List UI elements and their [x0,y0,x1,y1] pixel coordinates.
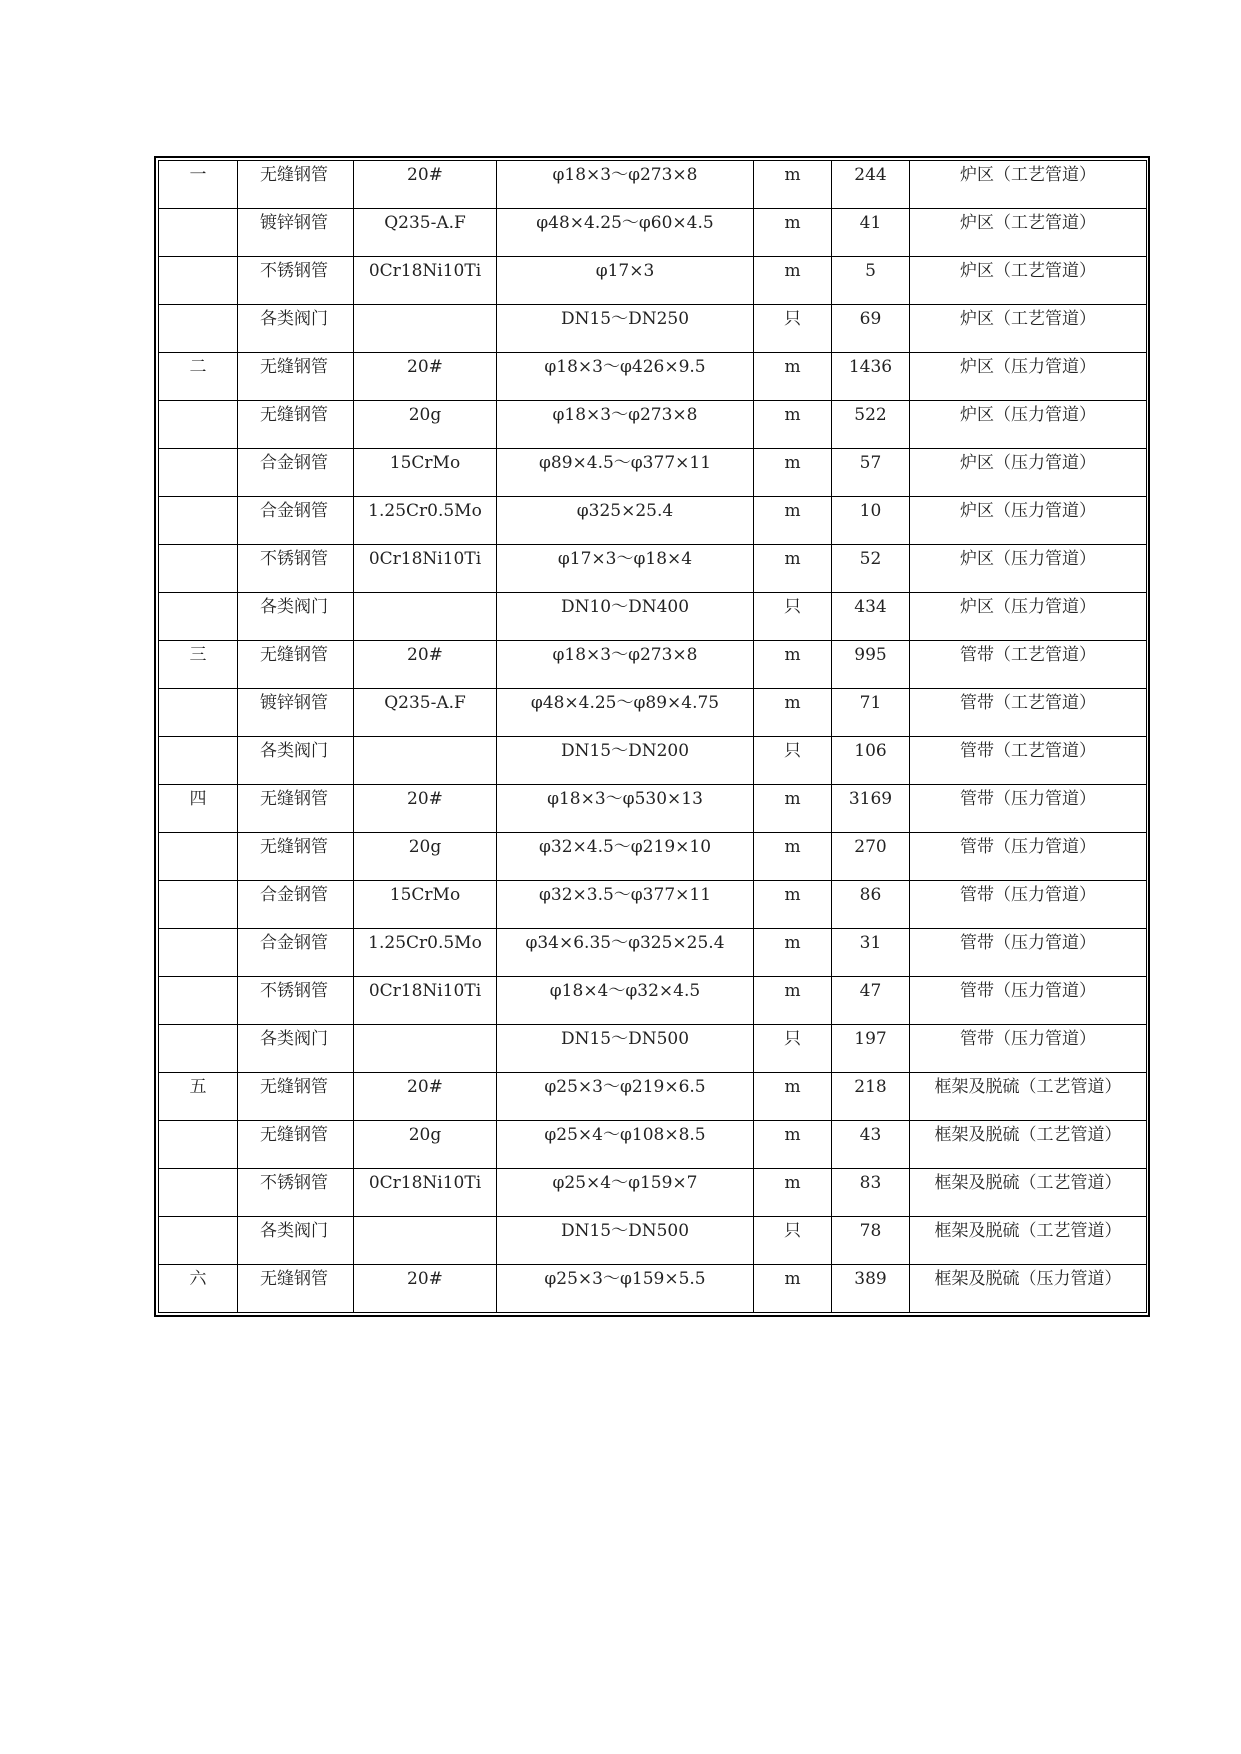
location-cell: 炉区（工艺管道） [910,257,1147,305]
unit-cell: m [754,881,832,929]
item-name-cell: 不锈钢管 [238,977,354,1025]
location-cell: 管带（压力管道） [910,929,1147,977]
table-row [159,929,1147,977]
quantity-cell: 995 [832,641,910,689]
seq-cell [159,209,238,257]
quantity-cell: 1436 [832,353,910,401]
material-cell: Q235-A.F [354,689,497,737]
table-row [159,1265,1147,1313]
location-cell: 炉区（工艺管道） [910,161,1147,209]
material-cell [354,593,497,641]
materials-table [158,160,1147,1313]
material-cell [354,1025,497,1073]
spec-cell: φ89×4.5～φ377×11 [497,449,754,497]
location-cell: 炉区（压力管道） [910,497,1147,545]
seq-cell [159,929,238,977]
item-name-cell: 无缝钢管 [238,161,354,209]
quantity-cell: 71 [832,689,910,737]
location-cell: 管带（压力管道） [910,977,1147,1025]
material-cell: 1.25Cr0.5Mo [354,929,497,977]
location-cell: 框架及脱硫（工艺管道） [910,1073,1147,1121]
location-cell: 炉区（工艺管道） [910,209,1147,257]
spec-cell: φ325×25.4 [497,497,754,545]
spec-cell: φ18×3～φ273×8 [497,161,754,209]
material-cell: 15CrMo [354,881,497,929]
table-row [159,401,1147,449]
seq-cell [159,977,238,1025]
material-cell [354,305,497,353]
seq-cell [159,881,238,929]
quantity-cell: 52 [832,545,910,593]
spec-cell: φ34×6.35～φ325×25.4 [497,929,754,977]
quantity-cell: 57 [832,449,910,497]
table-row [159,1217,1147,1265]
unit-cell: m [754,833,832,881]
item-name-cell: 无缝钢管 [238,833,354,881]
location-cell: 炉区（工艺管道） [910,305,1147,353]
spec-cell: φ18×3～φ530×13 [497,785,754,833]
location-cell: 框架及脱硫（工艺管道） [910,1169,1147,1217]
item-name-cell: 合金钢管 [238,929,354,977]
quantity-cell: 244 [832,161,910,209]
item-name-cell: 各类阀门 [238,1217,354,1265]
quantity-cell: 389 [832,1265,910,1313]
seq-cell [159,305,238,353]
material-cell: 20# [354,641,497,689]
spec-cell: φ32×4.5～φ219×10 [497,833,754,881]
unit-cell: m [754,977,832,1025]
location-cell: 管带（压力管道） [910,833,1147,881]
table-row [159,449,1147,497]
quantity-cell: 43 [832,1121,910,1169]
spec-cell: φ25×3～φ219×6.5 [497,1073,754,1121]
spec-cell: φ25×4～φ108×8.5 [497,1121,754,1169]
materials-table-body [159,161,1147,1313]
table-row [159,257,1147,305]
spec-cell: DN15～DN250 [497,305,754,353]
table-row [159,209,1147,257]
material-cell: Q235-A.F [354,209,497,257]
spec-cell: φ18×3～φ426×9.5 [497,353,754,401]
material-cell: 0Cr18Ni10Ti [354,977,497,1025]
item-name-cell: 合金钢管 [238,881,354,929]
seq-cell: 六 [159,1265,238,1313]
unit-cell: m [754,209,832,257]
table-row [159,545,1147,593]
unit-cell: m [754,401,832,449]
unit-cell: m [754,545,832,593]
seq-cell [159,497,238,545]
spec-cell: DN15～DN500 [497,1025,754,1073]
unit-cell: m [754,929,832,977]
seq-cell [159,833,238,881]
quantity-cell: 270 [832,833,910,881]
table-row [159,1073,1147,1121]
unit-cell: m [754,353,832,401]
unit-cell: m [754,449,832,497]
seq-cell: 一 [159,161,238,209]
quantity-cell: 218 [832,1073,910,1121]
material-cell [354,1217,497,1265]
table-row [159,977,1147,1025]
unit-cell: m [754,497,832,545]
material-cell: 20# [354,1265,497,1313]
spec-cell: DN15～DN500 [497,1217,754,1265]
quantity-cell: 31 [832,929,910,977]
location-cell: 炉区（压力管道） [910,449,1147,497]
material-cell: 15CrMo [354,449,497,497]
unit-cell: m [754,1265,832,1313]
material-cell: 0Cr18Ni10Ti [354,545,497,593]
spec-cell: φ25×3～φ159×5.5 [497,1265,754,1313]
seq-cell [159,1025,238,1073]
material-cell: 20# [354,1073,497,1121]
quantity-cell: 5 [832,257,910,305]
table-row [159,1121,1147,1169]
material-cell: 20# [354,161,497,209]
table-row [159,353,1147,401]
material-cell: 20g [354,401,497,449]
spec-cell: DN10～DN400 [497,593,754,641]
spec-cell: DN15～DN200 [497,737,754,785]
table-row [159,305,1147,353]
material-cell: 1.25Cr0.5Mo [354,497,497,545]
table-row [159,785,1147,833]
unit-cell: 只 [754,1025,832,1073]
unit-cell: 只 [754,1217,832,1265]
item-name-cell: 镀锌钢管 [238,209,354,257]
seq-cell [159,593,238,641]
location-cell: 框架及脱硫（工艺管道） [910,1217,1147,1265]
unit-cell: 只 [754,593,832,641]
unit-cell: m [754,1121,832,1169]
materials-table-frame [154,156,1150,1317]
location-cell: 框架及脱硫（压力管道） [910,1265,1147,1313]
seq-cell [159,1121,238,1169]
spec-cell: φ18×3～φ273×8 [497,641,754,689]
seq-cell [159,1217,238,1265]
table-row [159,689,1147,737]
item-name-cell: 各类阀门 [238,737,354,785]
table-row [159,497,1147,545]
seq-cell: 三 [159,641,238,689]
quantity-cell: 434 [832,593,910,641]
location-cell: 管带（工艺管道） [910,737,1147,785]
quantity-cell: 197 [832,1025,910,1073]
material-cell: 0Cr18Ni10Ti [354,257,497,305]
unit-cell: m [754,641,832,689]
table-row [159,881,1147,929]
item-name-cell: 无缝钢管 [238,1265,354,1313]
seq-cell: 五 [159,1073,238,1121]
spec-cell: φ48×4.25～φ60×4.5 [497,209,754,257]
item-name-cell: 不锈钢管 [238,257,354,305]
unit-cell: m [754,785,832,833]
item-name-cell: 不锈钢管 [238,545,354,593]
unit-cell: m [754,689,832,737]
item-name-cell: 合金钢管 [238,449,354,497]
location-cell: 管带（压力管道） [910,881,1147,929]
material-cell [354,737,497,785]
quantity-cell: 69 [832,305,910,353]
seq-cell [159,545,238,593]
seq-cell [159,401,238,449]
spec-cell: φ18×4～φ32×4.5 [497,977,754,1025]
unit-cell: 只 [754,737,832,785]
item-name-cell: 无缝钢管 [238,353,354,401]
item-name-cell: 镀锌钢管 [238,689,354,737]
table-row [159,833,1147,881]
quantity-cell: 41 [832,209,910,257]
item-name-cell: 无缝钢管 [238,785,354,833]
seq-cell [159,449,238,497]
unit-cell: 只 [754,305,832,353]
item-name-cell: 不锈钢管 [238,1169,354,1217]
location-cell: 管带（压力管道） [910,785,1147,833]
seq-cell: 四 [159,785,238,833]
seq-cell [159,737,238,785]
material-cell: 20# [354,785,497,833]
table-row [159,161,1147,209]
location-cell: 炉区（压力管道） [910,593,1147,641]
location-cell: 炉区（压力管道） [910,353,1147,401]
location-cell: 框架及脱硫（工艺管道） [910,1121,1147,1169]
quantity-cell: 3169 [832,785,910,833]
quantity-cell: 10 [832,497,910,545]
spec-cell: φ48×4.25～φ89×4.75 [497,689,754,737]
spec-cell: φ17×3 [497,257,754,305]
location-cell: 炉区（压力管道） [910,401,1147,449]
table-row [159,641,1147,689]
table-row [159,737,1147,785]
material-cell: 0Cr18Ni10Ti [354,1169,497,1217]
quantity-cell: 47 [832,977,910,1025]
unit-cell: m [754,1169,832,1217]
item-name-cell: 无缝钢管 [238,401,354,449]
unit-cell: m [754,161,832,209]
unit-cell: m [754,1073,832,1121]
location-cell: 炉区（压力管道） [910,545,1147,593]
location-cell: 管带（工艺管道） [910,641,1147,689]
spec-cell: φ25×4～φ159×7 [497,1169,754,1217]
quantity-cell: 83 [832,1169,910,1217]
material-cell: 20g [354,833,497,881]
seq-cell [159,257,238,305]
table-row [159,593,1147,641]
material-cell: 20# [354,353,497,401]
item-name-cell: 无缝钢管 [238,641,354,689]
item-name-cell: 各类阀门 [238,305,354,353]
item-name-cell: 合金钢管 [238,497,354,545]
unit-cell: m [754,257,832,305]
quantity-cell: 522 [832,401,910,449]
material-cell: 20g [354,1121,497,1169]
quantity-cell: 78 [832,1217,910,1265]
table-row [159,1169,1147,1217]
seq-cell [159,689,238,737]
spec-cell: φ32×3.5～φ377×11 [497,881,754,929]
quantity-cell: 86 [832,881,910,929]
location-cell: 管带（压力管道） [910,1025,1147,1073]
seq-cell: 二 [159,353,238,401]
item-name-cell: 各类阀门 [238,593,354,641]
location-cell: 管带（工艺管道） [910,689,1147,737]
item-name-cell: 无缝钢管 [238,1121,354,1169]
spec-cell: φ17×3～φ18×4 [497,545,754,593]
spec-cell: φ18×3～φ273×8 [497,401,754,449]
table-row [159,1025,1147,1073]
item-name-cell: 各类阀门 [238,1025,354,1073]
quantity-cell: 106 [832,737,910,785]
seq-cell [159,1169,238,1217]
item-name-cell: 无缝钢管 [238,1073,354,1121]
